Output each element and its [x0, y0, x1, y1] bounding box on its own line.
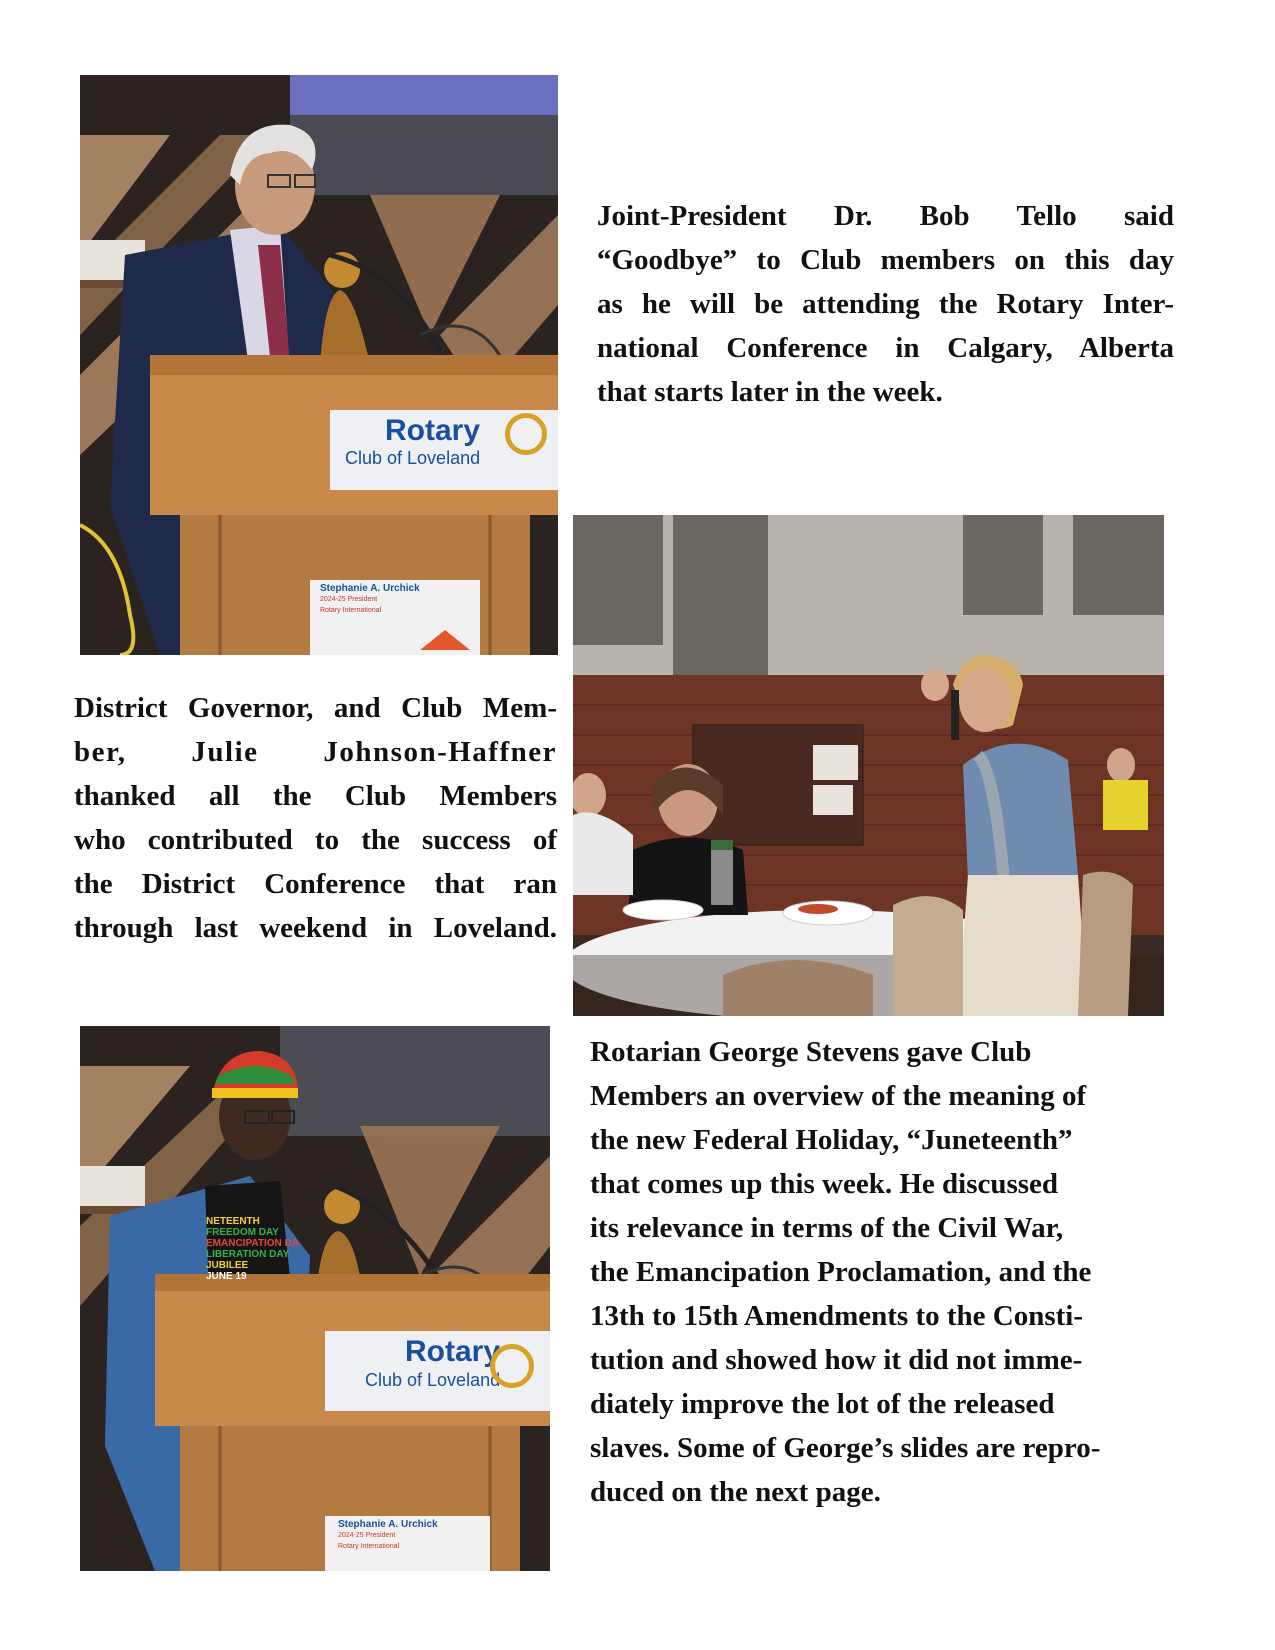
- caption-line: national Conference in Calgary, Alberta: [597, 332, 1174, 364]
- caption-line: “Goodbye” to Club members on this day: [597, 244, 1174, 276]
- caption-line: that comes up this week. He discussed: [590, 1168, 1059, 1200]
- caption-line: slaves. Some of George’s slides are repro-: [590, 1432, 1101, 1464]
- banner-line2: 2024-25 President: [338, 1532, 396, 1539]
- caption-line: thanked all the Club Members: [74, 780, 557, 812]
- caption-line: Joint-President Dr. Bob Tello said: [597, 200, 1174, 232]
- photo-stevens-at-podium: [80, 1026, 550, 1571]
- caption-line: as he will be attending the Rotary Inter-: [597, 288, 1174, 320]
- caption-line: that starts later in the week.: [597, 376, 943, 408]
- shirt-line: JUBILEE: [206, 1260, 249, 1271]
- banner-line2: 2024-25 President: [320, 596, 378, 603]
- caption-johnson: [74, 686, 557, 950]
- caption-line: the District Conference that ran: [74, 868, 557, 900]
- caption-line: 13th to 15th Amendments to the Consti-: [590, 1300, 1083, 1332]
- caption-line: the new Federal Holiday, “Juneteenth”: [590, 1124, 1073, 1156]
- caption-line: District Governor, and Club Mem-: [74, 692, 557, 724]
- caption-line: diately improve the lot of the released: [590, 1388, 1055, 1420]
- podium-brand-text: Rotary: [385, 414, 481, 447]
- photo-johnson-haffner-speaking: [573, 515, 1164, 1016]
- shirt-line: EMANCIPATION DA: [206, 1238, 299, 1249]
- banner-name: Stephanie A. Urchick: [320, 583, 420, 594]
- caption-line: the Emancipation Proclamation, and the: [590, 1256, 1092, 1288]
- banner-line3: Rotary International: [320, 607, 382, 614]
- caption-line: Rotarian George Stevens gave Club: [590, 1036, 1032, 1068]
- caption-line: through last weekend in Loveland.: [74, 912, 557, 944]
- caption-line: its relevance in terms of the Civil War,: [590, 1212, 1064, 1244]
- podium-sub-text: Club of Loveland: [365, 1370, 501, 1390]
- banner-line3: Rotary International: [338, 1543, 400, 1550]
- rotary-wheel-icon: [490, 1344, 534, 1388]
- shirt-line: FREEDOM DAY: [206, 1227, 279, 1238]
- shirt-line: JUNE 19: [206, 1271, 247, 1282]
- caption-stevens: [590, 1030, 1175, 1514]
- caption-line: ber, Julie Johnson-Haffner: [74, 736, 557, 768]
- photo-tello-at-podium: [80, 75, 558, 655]
- podium-sub-text: Club of Loveland: [345, 448, 481, 468]
- caption-line: tution and showed how it did not imme-: [590, 1344, 1083, 1376]
- banner-name: Stephanie A. Urchick: [338, 1519, 438, 1530]
- caption-line: who contributed to the success of: [74, 824, 557, 856]
- caption-line: duced on the next page.: [590, 1476, 881, 1508]
- rotary-wheel-icon: [505, 413, 547, 455]
- caption-line: Members an overview of the meaning of: [590, 1080, 1087, 1112]
- podium-brand-text: Rotary: [405, 1335, 501, 1368]
- shirt-line: NETEENTH: [206, 1216, 260, 1227]
- shirt-line: LIBERATION DAY: [206, 1249, 290, 1260]
- caption-tello: [597, 194, 1174, 414]
